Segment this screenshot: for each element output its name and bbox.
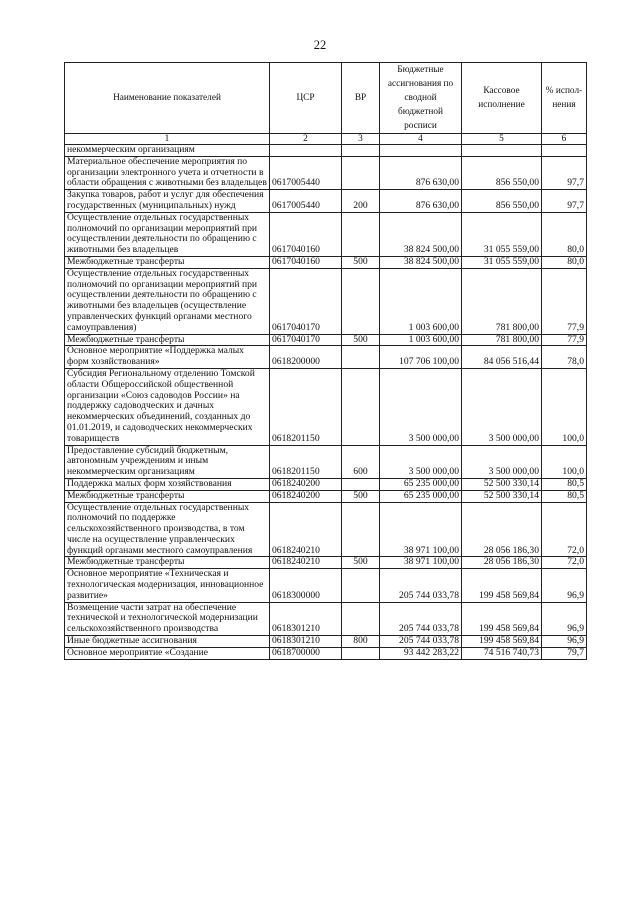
csr-cell: 0618240200 bbox=[270, 478, 342, 490]
column-number: 3 bbox=[342, 134, 380, 145]
cash-execution-cell: 199 458 569,84 bbox=[462, 569, 542, 602]
table-row bbox=[65, 190, 587, 213]
table-row bbox=[65, 212, 587, 256]
execution-percent-cell: 97,7 bbox=[542, 190, 587, 213]
header-budget-allocations: Бюджетные ассигнования по сводной бюджетной росписи bbox=[380, 63, 462, 134]
header-execution-percent: % испол-нения bbox=[542, 63, 587, 134]
vr-cell: 600 bbox=[342, 445, 380, 478]
indicator-name-cell: Осуществление отдельных государственных полномочий по организации мероприятий при осуществлении деятельности по обращению с животными без владельцев bbox=[65, 212, 270, 256]
budget-allocation-cell: 3 500 000,00 bbox=[380, 368, 462, 445]
budget-allocation-cell: 1 003 600,00 bbox=[380, 334, 462, 346]
indicator-name-cell: Межбюджетные трансферты bbox=[65, 490, 270, 502]
csr-cell: 0618300000 bbox=[270, 569, 342, 602]
budget-allocation-cell: 876 630,00 bbox=[380, 190, 462, 213]
indicator-name-cell: Основное мероприятие «Техническая и технологическая модернизация, инновационное развитие» bbox=[65, 569, 270, 602]
column-number: 4 bbox=[380, 134, 462, 145]
csr-cell: 0618301210 bbox=[270, 636, 342, 648]
csr-cell: 0618240210 bbox=[270, 502, 342, 557]
vr-cell: 800 bbox=[342, 636, 380, 648]
cash-execution-cell: 31 055 559,00 bbox=[462, 256, 542, 268]
table-row bbox=[65, 478, 587, 490]
vr-cell: 200 bbox=[342, 190, 380, 213]
execution-percent-cell: 77,9 bbox=[542, 268, 587, 334]
budget-allocation-cell: 38 824 500,00 bbox=[380, 212, 462, 256]
cash-execution-cell: 199 458 569,84 bbox=[462, 602, 542, 635]
cash-execution-cell: 28 056 186,30 bbox=[462, 502, 542, 557]
budget-allocation-cell: 107 706 100,00 bbox=[380, 346, 462, 369]
cash-execution-cell: 28 056 186,30 bbox=[462, 557, 542, 569]
csr-cell: 0617005440 bbox=[270, 156, 342, 189]
csr-cell: 0618240200 bbox=[270, 490, 342, 502]
table-row bbox=[65, 502, 587, 557]
execution-percent-cell: 100,0 bbox=[542, 445, 587, 478]
table-row bbox=[65, 490, 587, 502]
vr-cell bbox=[342, 368, 380, 445]
indicator-name-cell: Осуществление отдельных государственных полномочий по организации мероприятий при осуществлении деятельности по обращению с животными без владельцев (осуществление управленческих функций органами местного самоуправления) bbox=[65, 268, 270, 334]
column-number: 2 bbox=[270, 134, 342, 145]
execution-percent-cell: 77,9 bbox=[542, 334, 587, 346]
table-row bbox=[65, 368, 587, 445]
csr-cell: 0617040170 bbox=[270, 334, 342, 346]
page-number: 22 bbox=[313, 38, 327, 52]
table-row bbox=[65, 647, 587, 659]
column-number-row bbox=[65, 134, 587, 145]
cash-execution-cell: 52 500 330,14 bbox=[462, 490, 542, 502]
vr-cell bbox=[342, 212, 380, 256]
table-row bbox=[65, 334, 587, 346]
budget-allocation-cell: 205 744 033,78 bbox=[380, 569, 462, 602]
budget-allocation-cell: 93 442 283,22 bbox=[380, 647, 462, 659]
execution-percent-cell: 72,0 bbox=[542, 557, 587, 569]
budget-allocation-cell: 65 235 000,00 bbox=[380, 490, 462, 502]
vr-cell bbox=[342, 478, 380, 490]
table-row bbox=[65, 569, 587, 602]
csr-cell: 0618240210 bbox=[270, 557, 342, 569]
csr-cell: 0618200000 bbox=[270, 346, 342, 369]
vr-cell bbox=[342, 268, 380, 334]
indicator-name-cell: Основное мероприятие «Создание bbox=[65, 647, 270, 659]
budget-execution-table bbox=[64, 62, 587, 660]
cash-execution-cell: 781 800,00 bbox=[462, 334, 542, 346]
vr-cell bbox=[342, 145, 380, 157]
table-row bbox=[65, 636, 587, 648]
vr-cell bbox=[342, 156, 380, 189]
budget-allocation-cell: 38 971 100,00 bbox=[380, 557, 462, 569]
execution-percent-cell: 72,0 bbox=[542, 502, 587, 557]
execution-percent-cell: 78,0 bbox=[542, 346, 587, 369]
budget-allocation-cell: 65 235 000,00 bbox=[380, 478, 462, 490]
execution-percent-cell: 96,9 bbox=[542, 569, 587, 602]
execution-percent-cell: 80,0 bbox=[542, 212, 587, 256]
table-row bbox=[65, 557, 587, 569]
header-vr: ВР bbox=[342, 63, 380, 134]
csr-cell: 0618301210 bbox=[270, 602, 342, 635]
execution-percent-cell: 80,5 bbox=[542, 478, 587, 490]
cash-execution-cell: 52 500 330,14 bbox=[462, 478, 542, 490]
execution-percent-cell: 80,0 bbox=[542, 256, 587, 268]
budget-allocation-cell: 1 003 600,00 bbox=[380, 268, 462, 334]
indicator-name-cell: Предоставление субсидий бюджетным, автономным учреждениям и иным некоммерческим организациям bbox=[65, 445, 270, 478]
vr-cell: 500 bbox=[342, 334, 380, 346]
indicator-name-cell: Субсидия Региональному отделению Томской области Общероссийской общественной организации «Союз садоводов России» на поддержку садоводческих и дачных некоммерческих объединений, созданных до 01.01.2019, и садоводческих некоммерческих товариществ bbox=[65, 368, 270, 445]
header-csr: ЦСР bbox=[270, 63, 342, 134]
execution-percent-cell: 96,9 bbox=[542, 602, 587, 635]
cash-execution-cell: 74 516 740,73 bbox=[462, 647, 542, 659]
cash-execution-cell: 3 500 000,00 bbox=[462, 368, 542, 445]
csr-cell: 0617040160 bbox=[270, 212, 342, 256]
indicator-name-cell: некоммерческим организациям bbox=[65, 145, 270, 157]
csr-cell: 0618700000 bbox=[270, 647, 342, 659]
cash-execution-cell: 199 458 569,84 bbox=[462, 636, 542, 648]
execution-percent-cell: 97,7 bbox=[542, 156, 587, 189]
header-row bbox=[65, 63, 587, 134]
table-row bbox=[65, 602, 587, 635]
table-row bbox=[65, 268, 587, 334]
vr-cell bbox=[342, 346, 380, 369]
budget-allocation-cell: 205 744 033,78 bbox=[380, 602, 462, 635]
execution-percent-cell: 96,9 bbox=[542, 636, 587, 648]
vr-cell: 500 bbox=[342, 256, 380, 268]
indicator-name-cell: Осуществление отдельных государственных полномочий по поддержке сельскохозяйственного производства, в том числе на осуществление управленческих функций органами местного самоуправления bbox=[65, 502, 270, 557]
indicator-name-cell: Иные бюджетные ассигнования bbox=[65, 636, 270, 648]
column-number: 1 bbox=[65, 134, 270, 145]
budget-allocation-cell: 205 744 033,78 bbox=[380, 636, 462, 648]
csr-cell bbox=[270, 145, 342, 157]
vr-cell bbox=[342, 602, 380, 635]
table-row bbox=[65, 156, 587, 189]
table-body bbox=[65, 145, 587, 660]
column-number: 5 bbox=[462, 134, 542, 145]
execution-percent-cell bbox=[542, 145, 587, 157]
indicator-name-cell: Возмещение части затрат на обеспечение технической и технологической модернизации сельскохозяйственного производства bbox=[65, 602, 270, 635]
column-number: 6 bbox=[542, 134, 587, 145]
table-row bbox=[65, 445, 587, 478]
indicator-name-cell: Материальное обеспечение мероприятия по организации электронного учета и отчетности в области обращения с животными без владельцев bbox=[65, 156, 270, 189]
budget-allocation-cell: 876 630,00 bbox=[380, 156, 462, 189]
vr-cell bbox=[342, 647, 380, 659]
cash-execution-cell: 3 500 000,00 bbox=[462, 445, 542, 478]
cash-execution-cell: 856 550,00 bbox=[462, 190, 542, 213]
budget-allocation-cell bbox=[380, 145, 462, 157]
indicator-name-cell: Поддержка малых форм хозяйствования bbox=[65, 478, 270, 490]
execution-percent-cell: 80,5 bbox=[542, 490, 587, 502]
vr-cell: 500 bbox=[342, 557, 380, 569]
csr-cell: 0617040170 bbox=[270, 268, 342, 334]
cash-execution-cell: 31 055 559,00 bbox=[462, 212, 542, 256]
vr-cell bbox=[342, 502, 380, 557]
indicator-name-cell: Закупка товаров, работ и услуг для обеспечения государственных (муниципальных) нужд bbox=[65, 190, 270, 213]
table-row bbox=[65, 145, 587, 157]
vr-cell: 500 bbox=[342, 490, 380, 502]
execution-percent-cell: 100,0 bbox=[542, 368, 587, 445]
indicator-name-cell: Межбюджетные трансферты bbox=[65, 334, 270, 346]
indicator-name-cell: Межбюджетные трансферты bbox=[65, 256, 270, 268]
budget-allocation-cell: 38 824 500,00 bbox=[380, 256, 462, 268]
table-row bbox=[65, 346, 587, 369]
indicator-name-cell: Межбюджетные трансферты bbox=[65, 557, 270, 569]
csr-cell: 0618201150 bbox=[270, 368, 342, 445]
budget-allocation-cell: 38 971 100,00 bbox=[380, 502, 462, 557]
execution-percent-cell: 79,7 bbox=[542, 647, 587, 659]
table-row bbox=[65, 256, 587, 268]
header-cash-execution: Кассовое исполнение bbox=[462, 63, 542, 134]
cash-execution-cell: 84 056 516,44 bbox=[462, 346, 542, 369]
cash-execution-cell bbox=[462, 145, 542, 157]
indicator-name-cell: Основное мероприятие «Поддержка малых форм хозяйствования» bbox=[65, 346, 270, 369]
budget-allocation-cell: 3 500 000,00 bbox=[380, 445, 462, 478]
header-indicator-name: Наименование показателей bbox=[65, 63, 270, 134]
cash-execution-cell: 856 550,00 bbox=[462, 156, 542, 189]
csr-cell: 0617040160 bbox=[270, 256, 342, 268]
cash-execution-cell: 781 800,00 bbox=[462, 268, 542, 334]
csr-cell: 0618201150 bbox=[270, 445, 342, 478]
csr-cell: 0617005440 bbox=[270, 190, 342, 213]
vr-cell bbox=[342, 569, 380, 602]
